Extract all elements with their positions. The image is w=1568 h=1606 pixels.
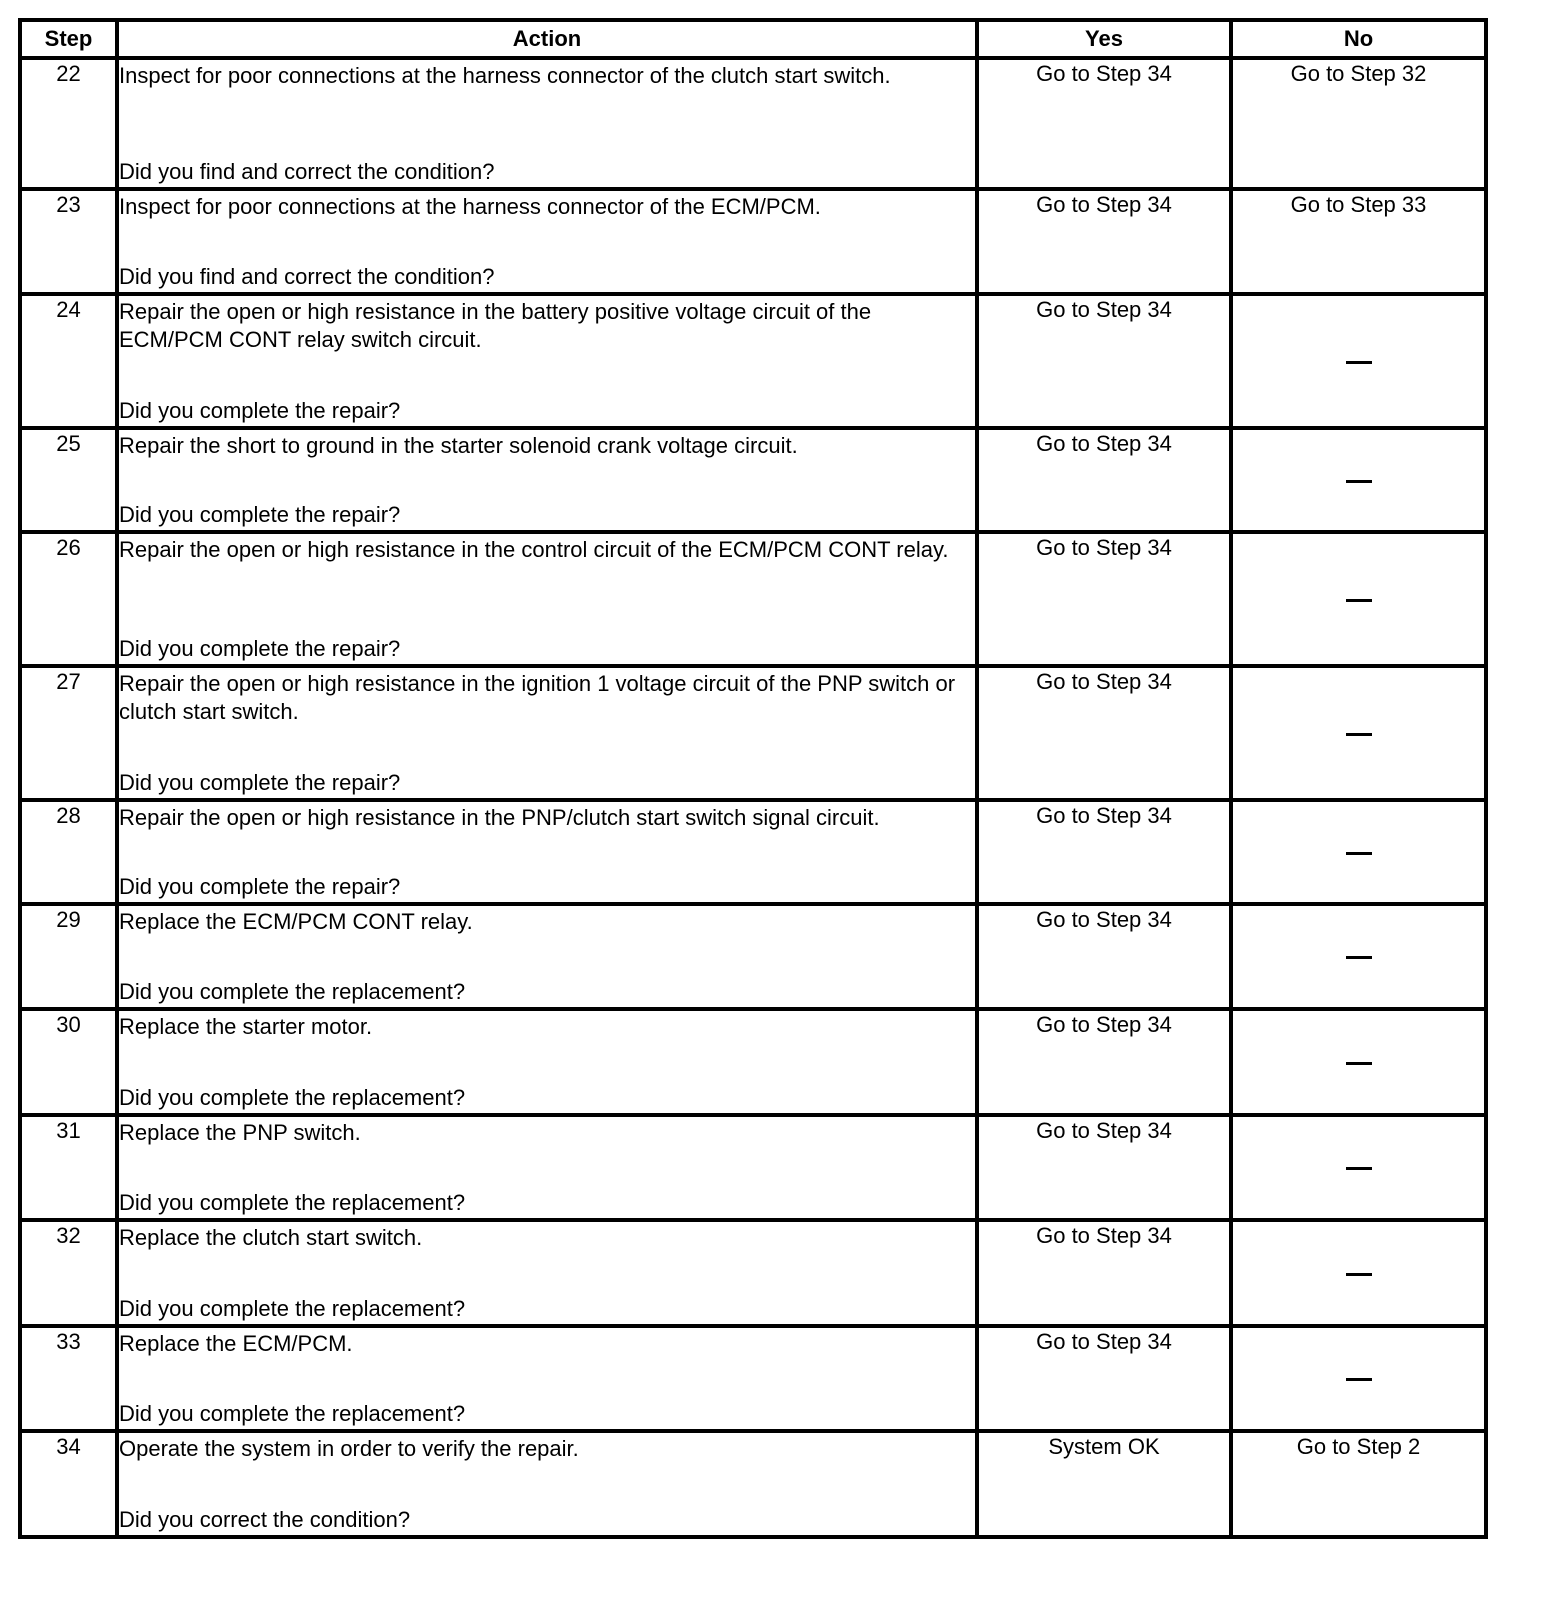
step-number: 32 [20,1220,117,1326]
table-row [20,1115,1486,1220]
yes-result: Go to Step 34 [977,1115,1231,1220]
no-result [1231,1326,1486,1431]
table-row [20,904,1486,1009]
action-instruction: Replace the starter motor. [119,1014,373,1039]
table-row [20,532,1486,666]
header-no: No [1231,20,1486,58]
action-question: Did you complete the repair? [119,398,401,423]
table-row [20,1326,1486,1431]
diagnostic-steps-table [18,18,1488,1539]
step-number: 29 [20,904,117,1009]
table-row [20,428,1486,532]
table-row [20,666,1486,800]
no-result [1231,294,1486,428]
table-body [20,58,1486,1537]
action-instruction: Repair the short to ground in the starter solenoid crank voltage circuit. [119,433,798,458]
yes-result: Go to Step 34 [977,189,1231,294]
no-result [1231,1220,1486,1326]
action-instruction: Replace the ECM/PCM CONT relay. [119,909,473,934]
no-result [1231,666,1486,800]
step-number: 30 [20,1009,117,1115]
yes-result: Go to Step 34 [977,800,1231,904]
action-cell [117,189,977,294]
action-cell [117,666,977,800]
header-step: Step [20,20,117,58]
action-question: Did you correct the condition? [119,1507,411,1532]
action-question: Did you find and correct the condition? [119,264,495,289]
no-result: Go to Step 32 [1231,58,1486,189]
yes-result: Go to Step 34 [977,58,1231,189]
action-instruction: Repair the open or high resistance in the battery positive voltage circuit of the ECM/PCM CONT relay switch circuit. [119,299,872,352]
no-result [1231,532,1486,666]
step-number: 31 [20,1115,117,1220]
em-dash-mark [1346,852,1372,855]
yes-result: Go to Step 34 [977,666,1231,800]
action-cell [117,58,977,189]
action-question: Did you find and correct the condition? [119,159,495,184]
em-dash-mark [1346,956,1372,959]
action-instruction: Inspect for poor connections at the harness connector of the clutch start switch. [119,63,891,88]
action-question: Did you complete the repair? [119,502,401,527]
header-action: Action [117,20,977,58]
em-dash-mark [1346,361,1372,364]
action-instruction: Inspect for poor connections at the harness connector of the ECM/PCM. [119,194,821,219]
table-row [20,189,1486,294]
no-result [1231,1009,1486,1115]
step-number: 28 [20,800,117,904]
action-question: Did you complete the replacement? [119,1085,466,1110]
table-row [20,1009,1486,1115]
table-row [20,1220,1486,1326]
action-instruction: Repair the open or high resistance in the ignition 1 voltage circuit of the PNP switch or clutch start switch. [119,671,956,724]
action-question: Did you complete the repair? [119,636,401,661]
step-number: 24 [20,294,117,428]
no-result: Go to Step 2 [1231,1431,1486,1537]
yes-result: System OK [977,1431,1231,1537]
step-number: 22 [20,58,117,189]
action-question: Did you complete the replacement? [119,1190,466,1215]
yes-result: Go to Step 34 [977,1009,1231,1115]
yes-result: Go to Step 34 [977,904,1231,1009]
em-dash-mark [1346,1167,1372,1170]
action-instruction: Replace the clutch start switch. [119,1225,423,1250]
yes-result: Go to Step 34 [977,1326,1231,1431]
action-cell [117,800,977,904]
em-dash-mark [1346,1378,1372,1381]
action-instruction: Repair the open or high resistance in the control circuit of the ECM/PCM CONT relay. [119,537,949,562]
no-result [1231,1115,1486,1220]
action-instruction: Operate the system in order to verify the repair. [119,1436,579,1461]
em-dash-mark [1346,1062,1372,1065]
action-cell [117,904,977,1009]
step-number: 33 [20,1326,117,1431]
step-number: 23 [20,189,117,294]
action-cell [117,1431,977,1537]
em-dash-mark [1346,599,1372,602]
action-cell [117,1326,977,1431]
action-instruction: Replace the PNP switch. [119,1120,361,1145]
no-result: Go to Step 33 [1231,189,1486,294]
action-question: Did you complete the replacement? [119,1296,466,1321]
no-result [1231,428,1486,532]
no-result [1231,800,1486,904]
header-yes: Yes [977,20,1231,58]
no-result [1231,904,1486,1009]
action-cell [117,1009,977,1115]
action-instruction: Replace the ECM/PCM. [119,1331,353,1356]
yes-result: Go to Step 34 [977,294,1231,428]
table-row [20,800,1486,904]
step-number: 34 [20,1431,117,1537]
action-instruction: Repair the open or high resistance in the PNP/clutch start switch signal circuit. [119,805,880,830]
em-dash-mark [1346,1273,1372,1276]
action-question: Did you complete the repair? [119,874,401,899]
action-question: Did you complete the replacement? [119,1401,466,1426]
em-dash-mark [1346,733,1372,736]
action-cell [117,294,977,428]
yes-result: Go to Step 34 [977,1220,1231,1326]
table-row [20,294,1486,428]
action-cell [117,532,977,666]
table-header-row [20,20,1486,58]
step-number: 25 [20,428,117,532]
action-cell [117,428,977,532]
em-dash-mark [1346,480,1372,483]
yes-result: Go to Step 34 [977,428,1231,532]
table-row [20,58,1486,189]
table-row [20,1431,1486,1537]
action-question: Did you complete the repair? [119,770,401,795]
step-number: 26 [20,532,117,666]
step-number: 27 [20,666,117,800]
action-cell [117,1220,977,1326]
action-question: Did you complete the replacement? [119,979,466,1004]
action-cell [117,1115,977,1220]
yes-result: Go to Step 34 [977,532,1231,666]
